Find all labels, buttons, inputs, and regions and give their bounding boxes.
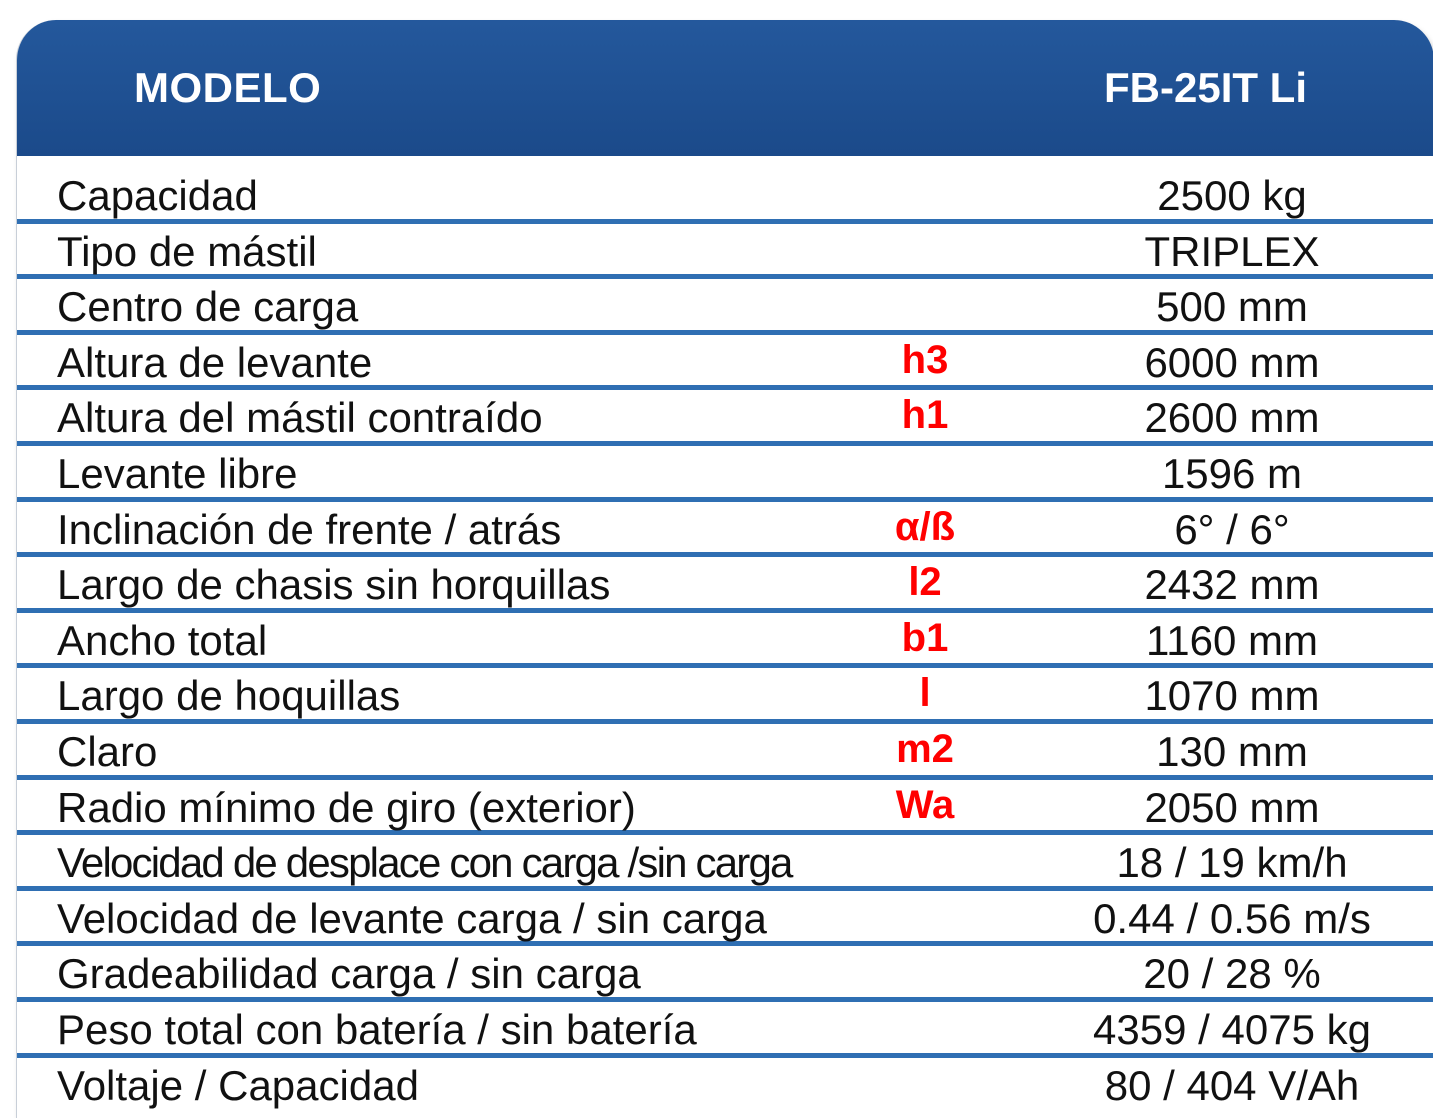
- table-row: [17, 279, 1433, 335]
- spec-value: 2432 mm: [1144, 561, 1320, 609]
- spec-value: 1160 mm: [1146, 616, 1318, 664]
- table-row: [17, 168, 1433, 224]
- table-row: [17, 780, 1433, 836]
- table-row: [17, 891, 1433, 947]
- spec-value: 0.44 / 0.56 m/s: [1093, 894, 1371, 942]
- spec-value: 6° / 6°: [1174, 505, 1290, 553]
- spec-value: 20 / 28 %: [1143, 950, 1321, 998]
- spec-table: [17, 168, 1433, 1113]
- table-row: [17, 668, 1433, 724]
- header-model: FB-25IT Li: [1104, 64, 1308, 111]
- spec-label: Altura del mástil contraído: [57, 394, 543, 442]
- spec-label: Radio mínimo de giro (exterior): [57, 783, 636, 831]
- spec-label: Ancho total: [57, 616, 268, 664]
- spec-label: Voltaje / Capacidad: [57, 1061, 419, 1109]
- spec-label: Claro: [57, 727, 158, 775]
- spec-symbol: l2: [908, 560, 942, 605]
- spec-value: 80 / 404 V/Ah: [1104, 1061, 1360, 1109]
- spec-label: Inclinación de frente / atrás: [57, 505, 562, 553]
- table-header: [17, 20, 1433, 156]
- spec-value: 500 mm: [1156, 283, 1308, 331]
- spec-value: 1070 mm: [1144, 672, 1320, 720]
- spec-symbol: m2: [896, 726, 954, 771]
- spec-value: 2600 mm: [1144, 394, 1320, 442]
- spec-symbol: h1: [901, 393, 949, 438]
- spec-value: 18 / 19 km/h: [1116, 839, 1348, 887]
- spec-value: 130 mm: [1156, 727, 1308, 775]
- spec-label: Velocidad de levante carga / sin carga: [57, 894, 767, 942]
- table-row: [17, 724, 1433, 780]
- spec-value: 6000 mm: [1144, 338, 1320, 386]
- table-row: [17, 390, 1433, 446]
- spec-label: Largo de chasis sin horquillas: [57, 561, 611, 609]
- spec-symbol: l: [919, 671, 931, 716]
- spec-value: 1596 m: [1161, 449, 1303, 497]
- spec-symbol: Wa: [895, 782, 955, 827]
- spec-label: Capacidad: [57, 172, 258, 219]
- spec-symbol: α/ß: [894, 504, 956, 549]
- spec-label: Largo de hoquillas: [57, 672, 401, 720]
- table-row: [17, 1058, 1433, 1114]
- spec-label: Levante libre: [57, 449, 298, 497]
- table-row: [17, 946, 1433, 1002]
- spec-sheet: [16, 20, 1433, 1118]
- spec-label: Gradeabilidad carga / sin carga: [57, 950, 641, 998]
- spec-symbol: h3: [901, 337, 949, 382]
- header-label: MODELO: [134, 64, 322, 111]
- spec-value: 2050 mm: [1144, 783, 1320, 831]
- spec-label: Velocidad de desplace con carga /sin carga: [57, 839, 792, 887]
- table-row: [17, 335, 1433, 391]
- spec-label: Tipo de mástil: [57, 227, 317, 275]
- table-row: [17, 446, 1433, 502]
- spec-value: 2500 kg: [1157, 172, 1307, 219]
- spec-label: Altura de levante: [57, 338, 373, 386]
- spec-value: TRIPLEX: [1144, 227, 1320, 275]
- table-row: [17, 1002, 1433, 1058]
- spec-symbol: b1: [901, 615, 949, 660]
- spec-label: Centro de carga: [57, 283, 359, 331]
- table-row: [17, 502, 1433, 558]
- table-row: [17, 835, 1433, 891]
- table-row: [17, 613, 1433, 669]
- table-row: [17, 557, 1433, 613]
- spec-value: 4359 / 4075 kg: [1093, 1005, 1371, 1053]
- spec-label: Peso total con batería / sin batería: [57, 1005, 697, 1053]
- table-row: [17, 224, 1433, 280]
